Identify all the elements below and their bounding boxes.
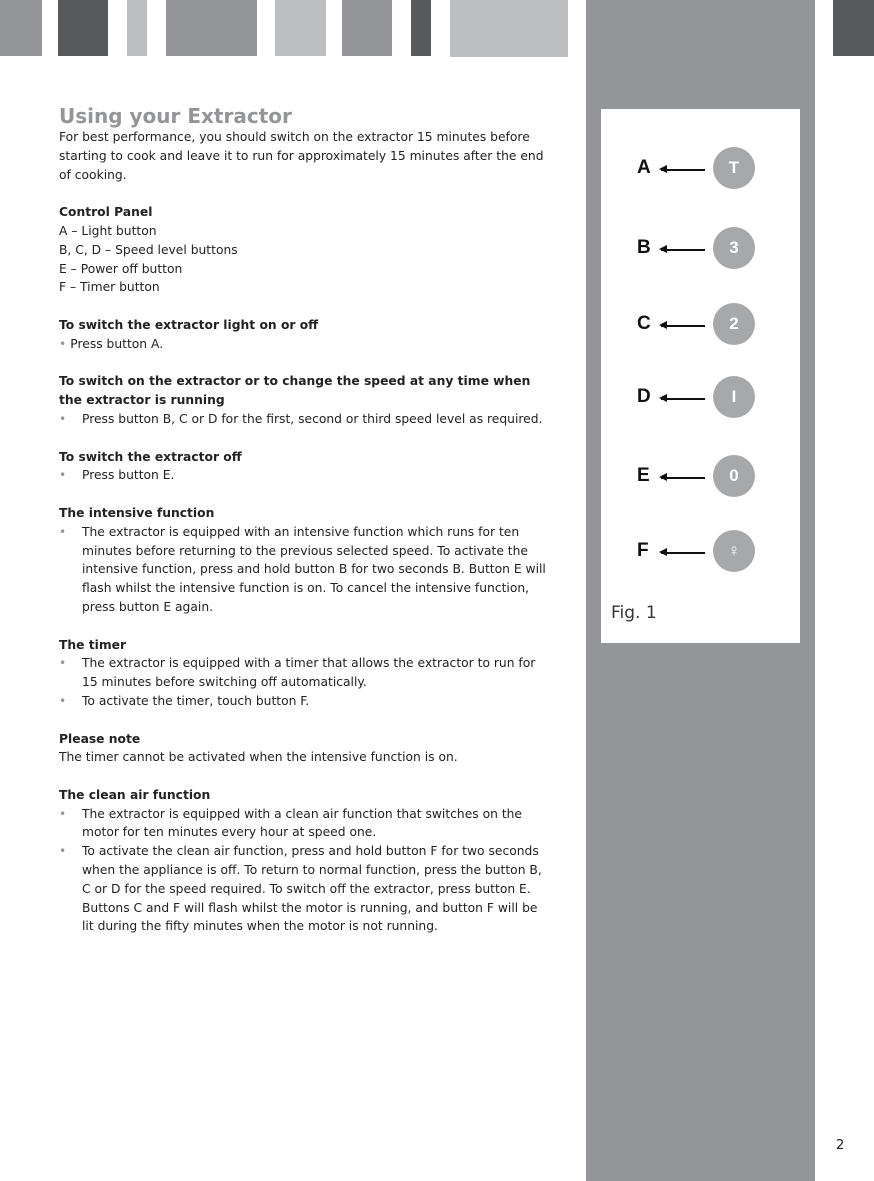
arrow-left-icon bbox=[661, 169, 705, 171]
button-letter: B bbox=[637, 237, 651, 258]
page-number: 2 bbox=[836, 1138, 845, 1153]
control-item: E – Power off button bbox=[59, 261, 183, 276]
section-heading: The intensive function bbox=[59, 505, 215, 520]
arrow-left-icon bbox=[661, 552, 705, 554]
bullet-item: • The extractor is equipped with a clean air function that switches on the motor for ten minutes every hour at speed one. bbox=[59, 805, 549, 843]
decor-bar bbox=[833, 0, 874, 56]
bullet-item: • Press button B, C or D for the first, second or third speed level as required. bbox=[59, 410, 549, 429]
section-heading: Please note bbox=[59, 731, 141, 746]
intro-text: For best performance, you should switch on the extractor 15 minutes before starting to cook and leave it to run for approximately 15 minutes after the end of cooking. bbox=[59, 130, 544, 182]
control-button-icon: 2 bbox=[713, 303, 755, 345]
control-button-icon: T bbox=[713, 147, 755, 189]
section-heading: The timer bbox=[59, 637, 127, 652]
button-letter: F bbox=[637, 540, 649, 561]
decor-bar bbox=[127, 0, 147, 56]
decor-bar bbox=[450, 0, 568, 57]
button-letter: A bbox=[637, 157, 651, 178]
control-button-icon: ♀ bbox=[713, 530, 755, 572]
button-letter: D bbox=[637, 386, 651, 407]
decor-bar bbox=[342, 0, 392, 56]
decor-bar bbox=[166, 0, 257, 56]
bullet-item: • To activate the timer, touch button F. bbox=[59, 692, 549, 711]
figure-row-a bbox=[601, 147, 800, 193]
bullet-item: • To activate the clean air function, press and hold button F for two seconds when the appliance is off. To return to normal function, press the button B, C or D for the speed required. To switch off the extractor, press button E. Buttons C and F will flash whilst the motor is running, and button F will be lit during the fifty minutes when the motor is not running. bbox=[59, 842, 549, 936]
button-letter: E bbox=[637, 465, 650, 486]
decor-bar bbox=[0, 0, 42, 56]
decor-bar bbox=[411, 0, 431, 56]
section-heading: To switch on the extractor or to change the speed at any time when the extractor is running bbox=[59, 374, 531, 408]
main-content bbox=[59, 104, 549, 936]
decor-bar bbox=[275, 0, 326, 56]
section-heading: The clean air function bbox=[59, 787, 211, 802]
arrow-left-icon bbox=[661, 325, 705, 327]
figure-row-e bbox=[601, 455, 800, 501]
figure-row-b bbox=[601, 227, 800, 273]
arrow-left-icon bbox=[661, 249, 705, 251]
figure-caption: Fig. 1 bbox=[611, 603, 657, 623]
bullet-item: • The extractor is equipped with a timer that allows the extractor to run for 15 minutes before switching off automatically. bbox=[59, 654, 549, 692]
note-text: The timer cannot be activated when the intensive function is on. bbox=[59, 750, 458, 765]
section-heading: Control Panel bbox=[59, 205, 153, 220]
bullet-item: • Press button E. bbox=[59, 466, 549, 485]
figure-row-f bbox=[601, 530, 800, 576]
figure-control-panel bbox=[601, 109, 800, 643]
figure-row-d bbox=[601, 376, 800, 422]
control-button-icon: 3 bbox=[713, 227, 755, 269]
section-heading: To switch the extractor light on or off bbox=[59, 317, 319, 332]
bullet-item: • Press button A. bbox=[59, 335, 549, 354]
button-letter: C bbox=[637, 313, 651, 334]
control-button-icon: 0 bbox=[713, 455, 755, 497]
control-item: F – Timer button bbox=[59, 280, 160, 295]
arrow-left-icon bbox=[661, 477, 705, 479]
page-title: Using your Extractor bbox=[59, 104, 292, 128]
control-item: A – Light button bbox=[59, 223, 157, 238]
bullet-item: • The extractor is equipped with an intensive function which runs for ten minutes before returning to the previous selected speed. To activate the intensive function, press and hold button B for two seconds B. Button E will flash whilst the intensive function is on. To cancel the intensive function, press button E again. bbox=[59, 523, 549, 617]
figure-row-c bbox=[601, 303, 800, 349]
control-button-icon: I bbox=[713, 376, 755, 418]
decor-bar bbox=[58, 0, 108, 56]
section-heading: To switch the extractor off bbox=[59, 449, 242, 464]
control-item: B, C, D – Speed level buttons bbox=[59, 242, 238, 257]
arrow-left-icon bbox=[661, 398, 705, 400]
